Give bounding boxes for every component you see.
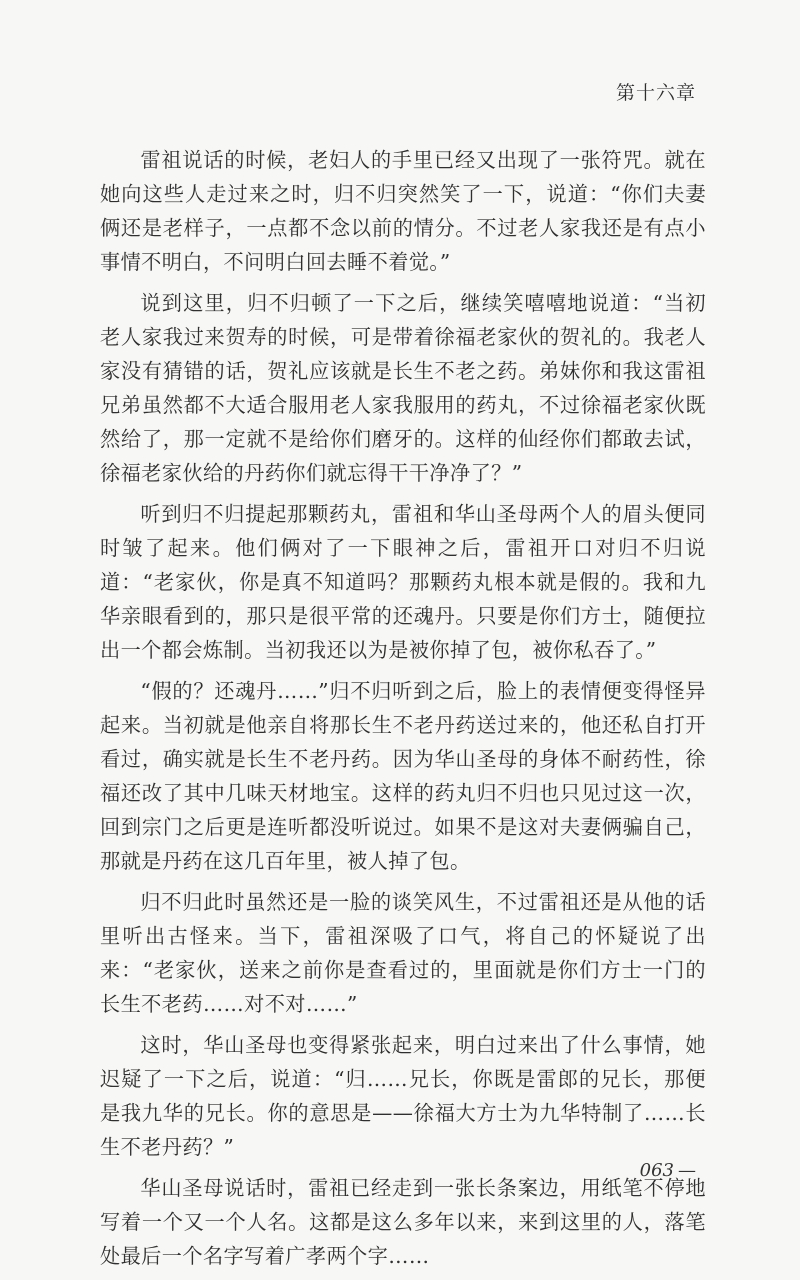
paragraph: 这时，华山圣母也变得紧张起来，明白过来出了什么事情，她迟疑了一下之后，说道：“归……兄长，你既是雷郎的兄长，那便是我九华的兄长。你的意思是——徐福大方士为九华特制了……长生不老丹药？” xyxy=(100,1033,706,1159)
paragraph: 归不归此时虽然还是一脸的谈笑风生，不过雷祖还是从他的话里听出古怪来。当下，雷祖深吸了口气，将自己的怀疑说了出来：“老家伙，送来之前你是查看过的，里面就是你们方士一门的长生不老药……对不对……” xyxy=(100,890,706,1016)
paragraph: 华山圣母说话时，雷祖已经走到一张长条案边，用纸笔不停地写着一个又一个人名。这都是这么多年以来，来到这里的人，落笔处最后一个名字写着广孝两个字…… xyxy=(100,1176,706,1268)
paragraph: 说到这里，归不归顿了一下之后，继续笑嘻嘻地说道：“当初老人家我过来贺寿的时候，可是带着徐福老家伙的贺礼的。我老人家没有猜错的话，贺礼应该就是长生不老之药。弟妹你和我这雷祖兄弟虽然都不大适合服用老人家我服用的药丸，不过徐福老家伙既然给了，那一定就不是给你们磨牙的。这样的仙经你们都敢去试，徐福老家伙给的丹药你们就忘得干干净净了？” xyxy=(100,291,706,485)
page-number-value: 063 xyxy=(639,1160,674,1181)
paragraph: 雷祖说话的时候，老妇人的手里已经又出现了一张符咒。就在她向这些人走过来之时，归不归突然笑了一下，说道：“你们夫妻俩还是老样子，一点都不念以前的情分。不过老人家我还是有点小事情不明白，不问明白回去睡不着觉。” xyxy=(100,148,706,274)
page-number xyxy=(640,1160,696,1181)
page-number-dash: — xyxy=(678,1160,696,1181)
paragraph: 听到归不归提起那颗药丸，雷祖和华山圣母两个人的眉头便同时皱了起来。他们俩对了一下眼神之后，雷祖开口对归不归说道：“老家伙，你是真不知道吗？那颗药丸根本就是假的。我和九华亲眼看到的，那只是很平常的还魂丹。只要是你们方士，随便拉出一个都会炼制。当初我还以为是被你掉了包，被你私吞了。” xyxy=(100,502,706,662)
body-text xyxy=(100,143,706,1280)
paragraph: “假的？还魂丹……”归不归听到之后，脸上的表情便变得怪异起来。当初就是他亲自将那长生不老丹药送过来的，他还私自打开看过，确实就是长生不老丹药。因为华山圣母的身体不耐药性，徐福还改了其中几味天材地宝。这样的药丸归不归也只见过这一次，回到宗门之后更是连听都没听说过。如果不是这对夫妻俩骗自己，那就是丹药在这几百年里，被人掉了包。 xyxy=(100,679,706,873)
chapter-header: 第十六章 xyxy=(615,82,696,104)
